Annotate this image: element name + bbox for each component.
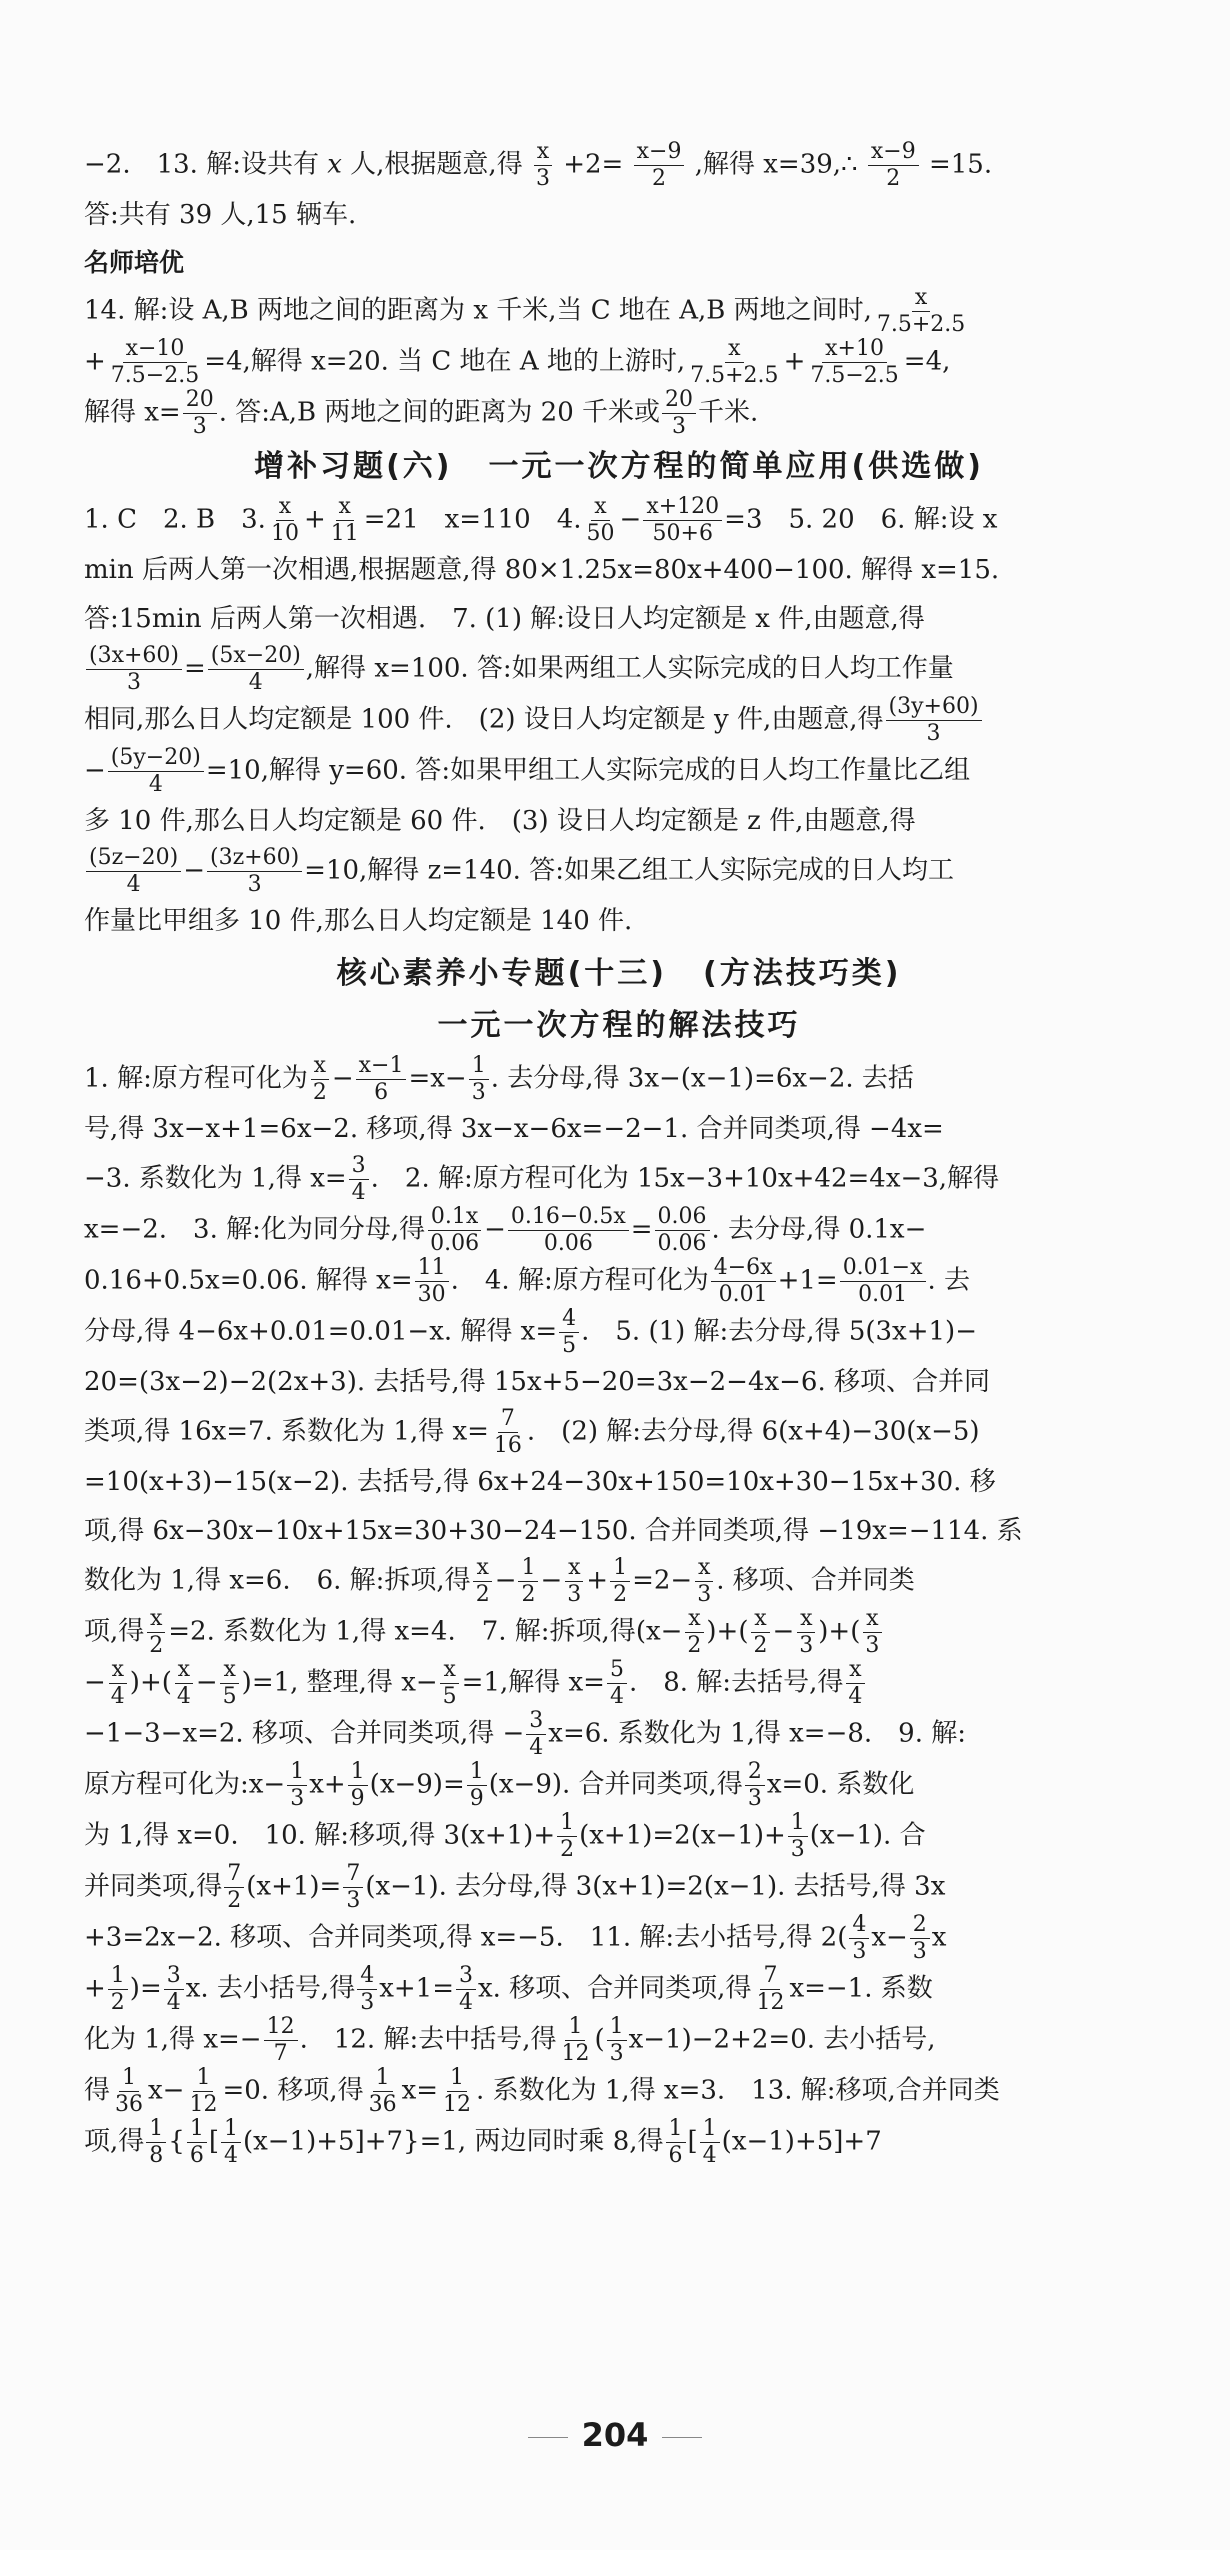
fraction: $\frac{1}{2}$ [108,1964,128,2015]
fraction: $\frac{x}{7.5+2.5}$ [876,285,966,337]
divider [662,2437,702,2438]
fraction: $\frac{x}{3}$ [564,1556,584,1607]
fraction: $\frac{x}{4}$ [108,1658,128,1709]
fraction: $\frac{3}{4}$ [526,1709,546,1760]
fraction: $\frac{7}{2}$ [224,1862,244,1913]
fraction: $\frac{4}{3}$ [357,1964,377,2015]
text: 答:共有 39 人,15 辆车. [84,200,357,230]
fraction: $\frac{x}{2}$ [684,1607,704,1658]
core-literacy-answers: 1. 解:原方程可化为 $\frac{x}{2}$ − $\frac{x-1}{6}$ =x− $\frac{1}{3}$ . 去分母,得 3x−(x−1)=6x−2. 去括 号,得 3x−x+1=6x−2. 移项,得 3x−x−6x=−2−1. 合并同类项,得 −4x= −3. 系数化为 1,得 x= $\frac{3}{4}$ . 2. 解:原方程可化为 15x−3+10x+42=4x−3,解得 x=−2. 3. 解:化为同分母,得 $\frac{0.1x}{0.06}$ − $\frac{0.16-0.5x}{0.06}$ = $\frac{0.06}{0.06}$ . 去分母,得 0.1x− 0.16+0.5x=0.06. 解得 x= $\frac{11}{30}$ . 4. 解:原方程可化为 $\frac{4-6x}{0.01}$ +1= $\frac{0.01-x}{0.01}$ . 去 分母,得 4−6x+0.01=0.01−x. 解得 x= $\frac{4}{5}$ . 5. (1) 解:去分母,得 5(3x+1)− 20=(3x−2)−2(2x+3). 去括号,得 15x+5−20=3x−2−4x−6. 移项、合并同 类项,得 16x=7. 系数化为 1,得 x= $\frac{7}{16}$ . (2) 解:去分母,得 6(x+4)−30(x−5) =10(x+3)−15(x−2). 去括号,得 6x+24−30x+150=10x+30−15x+30. 移 项,得 6x−30x−10x+15x=30+30−24−150. 合并同类项,得 −19x=−114. 系 数化为 1,得 x=6. 6. 解:拆项,得 $\frac{x}{2}$ − $\frac{1}{2}$ − $\frac{x}{3}$ + $\frac{1}{2}$ =2− $\frac{x}{3}$ . 移项、合并同类 项,得 $\frac{x}{2}$ =2. 系数化为 1,得 x=4. 7. 解:拆项,得(x− $\frac{x}{2}$ )+( $\frac{x}{2}$ − $\frac{x}{3}$ )+( $\frac{x}{3}$ − $\frac{x}{4}$ )+( $\frac{x}{4}$ − $\frac{x}{5}$ )=1, 整理,得 x− $\frac{x}{5}$ =1,解得 x= $\frac{5}{4}$ . 8. 解:去括号,得 $\frac{x}{4}$ −1−3−x=2. 移项、合并同类项,得 − $\frac{3}{4}$ x=6. 系数化为 1,得 x=−8. 9. 解: 原方程可化为:x− $\frac{1}{3}$ x+ $\frac{1}{9}$ (x−9)= $\frac{1}{9}$ (x−9). 合并同类项,得 $\frac{2}{3}$ x=0. 系数化 为 1,得 x=0. 10. 解:移项,得 3(x+1)+ $\frac{1}{2}$ (x+1)=2(x−1)+ $\frac{1}{3}$ (x−1). 合 并同类项,得 $\frac{7}{2}$ (x+1)= $\frac{7}{3}$ (x−1). 去分母,得 3(x+1)=2(x−1). 去括号,得 3x +3=2x−2. 移项、合并同类项,得 x=−5. 11. 解:去小括号,得 2( $\frac{4}{3}$ x− $\frac{2}{3}$ x + $\frac{1}{2}$ )= $\frac{3}{4}$ x. 去小括号,得 $\frac{4}{3}$ x+1= $\frac{3}{4}$ x. 移项、合并同类项,得 $\frac{7}{12}$ x=−1. 系数 化为 1,得 x=− $\frac{12}{7}$ . 12. 解:去中括号,得 $\frac{1}{12}$ ( $\frac{1}{3}$ x−1)−2+2=0. 去小括号, 得 $\frac{1}{36}$ x− $\frac{1}{12}$ =0. 移项,得 $\frac{1}{36}$ x= $\frac{1}{12}$ . 系数化为 1,得 x=3. 13. 解:移项,合并同类 项,得 $\frac{1}{8}$ { $\frac{1}{6}$ [ $\frac{1}{4}$ (x−1)+5]+7}=1, 两边同时乘 8,得 $\frac{1}{6}$ [ $\frac{1}{4}$ (x−1)+5]+7 [84,1053,1023,2168]
fraction: $\frac{(5y-20)}{4}$ [108,746,204,797]
fraction: $\frac{1}{12}$ [189,2065,218,2117]
text: x [327,149,342,180]
fraction: $\frac{3}{4}$ [456,1964,476,2015]
fraction: $\frac{1}{3}$ [287,1760,307,1811]
page-number-text: 204 [581,2416,649,2454]
fraction: $\frac{(5z-20)}{4}$ [86,846,181,897]
section-title-supplementary-6 [84,443,1154,491]
fraction: $\frac{12}{7}$ [264,2015,298,2066]
fraction: $\frac{7}{16}$ [493,1406,522,1458]
section-title-core-literacy-13 [84,950,1154,998]
fraction: $\frac{1}{36}$ [368,2065,397,2117]
fraction: $\frac{2}{3}$ [910,1913,930,1964]
fraction: $\frac{x}{2}$ [146,1607,166,1658]
fraction: $\frac{x}{11}$ [330,494,359,546]
fraction: $\frac{1}{2}$ [557,1811,577,1862]
fraction: $\frac{1}{9}$ [467,1760,487,1811]
fraction: $\frac{1}{2}$ [518,1556,538,1607]
fraction: $\frac{x}{2}$ [310,1054,330,1105]
fraction: $\frac{(3y+60)}{3}$ [886,695,982,746]
section-subtitle: 一元一次方程的简单应用(供选做) [488,449,984,484]
section-label-teacher: 名师培优 [84,248,185,277]
fraction: $\frac{x}{3}$ [694,1556,714,1607]
supplementary-answers: 1. C 2. B 3. $\frac{x}{10}$ + $\frac{x}{11}$ =21 x=110 4. $\frac{x}{50}$ − $\frac{x+120}{50+6}$ =3 5. 20 6. 解:设 x min 后两人第一次相遇,根据题意,得 80×1.25x=80x+400−100. 解得 x=15. 答:15min 后两人第一次相遇. 7. (1) 解:设日人均定额是 x 件,由题意,得 $\frac{(3x+60)}{3}$ = $\frac{(5x-20)}{4}$ ,解得 x=100. 答:如果两组工人实际完成的日人均工作量 相同,那么日人均定额是 100 件. (2) 设日人均定额是 y 件,由题意,得 $\frac{(3y+60)}{3}$ − $\frac{(5y-20)}{4}$ =10,解得 y=60. 答:如果甲组工人实际完成的日人均工作量比乙组 多 10 件,那么日人均定额是 60 件. (3) 设日人均定额是 z 件,由题意,得 $\frac{(5z-20)}{4}$ − $\frac{(3z+60)}{3}$ =10,解得 z=140. 答:如果乙组工人实际完成的日人均工 作量比甲组多 10 件,那么日人均定额是 140 件. [84,494,1000,936]
fraction: $\frac{x}{2}$ [473,1556,493,1607]
fraction: $\frac{3}{4}$ [349,1154,369,1205]
fraction: $\frac{x-1}{6}$ [356,1054,407,1105]
fraction: $\frac{x}{5}$ [220,1658,240,1709]
fraction: $\frac{x+10}{7.5-2.5}$ [810,336,899,388]
fraction: $\frac{x}{5}$ [440,1658,460,1709]
fraction: $\frac{20}{3}$ [183,388,217,439]
fraction: $\frac{1}{6}$ [666,2117,686,2168]
fraction: $\frac{x-10}{7.5-2.5}$ [110,336,200,388]
fraction: $\frac{1}{12}$ [561,2014,590,2066]
fraction: $\frac{x}{4}$ [845,1658,865,1709]
section-title: 增补习题(六) [254,449,453,484]
fraction: $\frac{1}{9}$ [348,1760,368,1811]
fraction: $\frac{1}{36}$ [115,2065,144,2117]
fraction: $\frac{3}{4}$ [164,1964,184,2015]
section-subtitle-solving-techniques: 一元一次方程的解法技巧 [437,1008,801,1043]
fraction: $\frac{x}{50}$ [586,494,615,546]
content [84,140,1154,2168]
fraction: $\frac{5}{4}$ [607,1658,627,1709]
fraction: $\frac{4}{5}$ [559,1307,579,1358]
fraction: $\frac{x}{4}$ [174,1658,194,1709]
fraction: $\frac{x}{7.5+2.5}$ [690,336,779,388]
page-number [0,2416,1230,2454]
fraction: $\frac{x-9}{2}$ [868,140,919,191]
fraction: $\frac{11}{30}$ [415,1256,449,1307]
fraction: $\frac{1}{3}$ [788,1811,808,1862]
divider [528,2437,568,2438]
fraction: $\frac{(3x+60)}{3}$ [86,644,182,695]
fraction: $\frac{1}{2}$ [610,1556,630,1607]
fraction: $\frac{1}{12}$ [443,2065,472,2117]
fraction: $\frac{7}{12}$ [756,1963,785,2015]
fraction: $\frac{(5x-20)}{4}$ [208,644,304,695]
fraction: $\frac{1}{3}$ [607,2015,627,2066]
fraction: $\frac{0.01-x}{0.01}$ [840,1256,926,1307]
fraction: $\frac{2}{3}$ [745,1760,765,1811]
fraction: $\frac{x-9}{2}$ [634,140,685,191]
fraction: $\frac{1}{4}$ [221,2117,241,2168]
section-category: (方法技巧类) [703,956,902,991]
fraction: $\frac{20}{3}$ [662,388,696,439]
fraction: $\frac{1}{4}$ [700,2117,720,2168]
answer-14: 14. 解:设 A,B 两地之间的距离为 x 千米,当 C 地在 A,B 两地之间时, $\frac{x}{7.5+2.5}$ + $\frac{x-10}{7.5-2.5}$ =4,解得 x=20. 当 C 地在 A 地的上游时, $\frac{x}{7.5+2.5}$ + $\frac{x+10}{7.5-2.5}$ =4, 解得 x= $\frac{20}{3}$ . 答:A,B 两地之间的距离为 20 千米或 $\frac{20}{3}$ 千米. [84,286,1154,439]
fraction: $\frac{x}{3}$ [533,140,553,191]
fraction: $\frac{4-6x}{0.01}$ [711,1256,776,1307]
fraction: $\frac{1}{8}$ [146,2117,166,2168]
fraction: $\frac{0.06}{0.06}$ [655,1205,710,1256]
fraction: $\frac{x}{3}$ [862,1607,882,1658]
fraction: $\frac{x+120}{50+6}$ [643,495,722,546]
fraction: $\frac{(3z+60)}{3}$ [207,846,302,897]
fraction: $\frac{4}{3}$ [849,1913,869,1964]
fraction: $\frac{7}{3}$ [343,1862,363,1913]
fraction: $\frac{1}{6}$ [187,2117,207,2168]
fraction: $\frac{x}{3}$ [796,1607,816,1658]
fraction: $\frac{x}{2}$ [750,1607,770,1658]
fraction: $\frac{0.16-0.5x}{0.06}$ [508,1205,629,1256]
text: 人,根据题意,得 [350,149,523,180]
answer-12-13: −2. 13. 解:设共有 x 人,根据题意,得 $\frac{x}{3}$ +2= $\frac{x-9}{2}$ ,解得 x=39,∴ $\frac{x-9}{2}$ =15. 答:共有 39 人,15 辆车. [84,139,993,230]
fraction: $\frac{0.1x}{0.06}$ [427,1205,482,1256]
text: −2. 13. 解:设共有 [84,149,319,180]
section-title: 核心素养小专题(十三) [336,956,667,991]
fraction: $\frac{1}{3}$ [469,1054,489,1105]
fraction: $\frac{x}{10}$ [270,494,299,546]
